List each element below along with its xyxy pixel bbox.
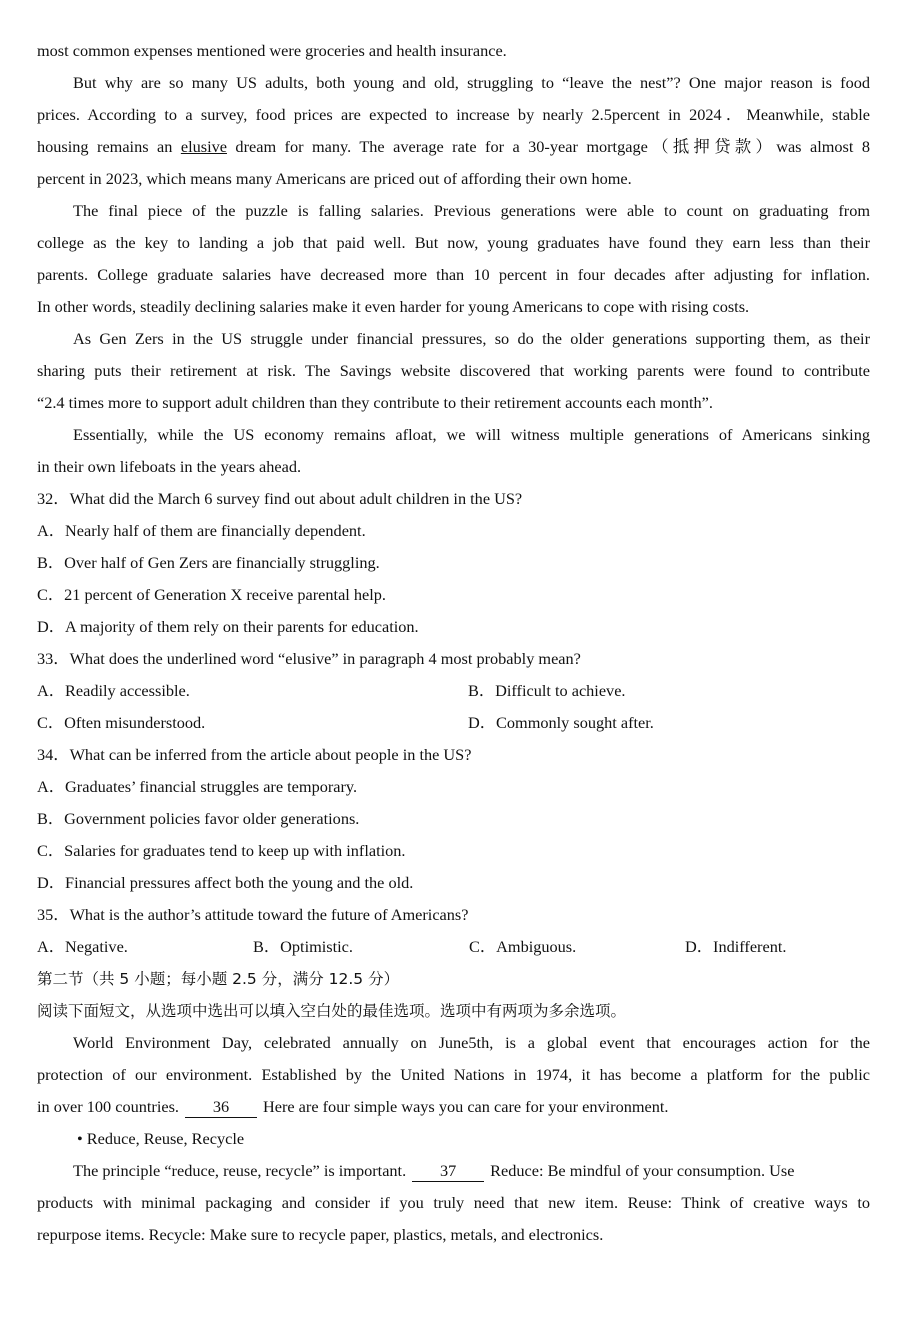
passage-line: prices. According to a survey, food prices are expected to increase by nearly 2.5percent in 2024．Meanwhile, stable [37, 105, 870, 124]
passage-line: “2.4 times more to support adult children than they contribute to their retirement accounts each month”. [37, 393, 713, 412]
passage-line: protection of our environment. Established by the United Nations in 1974, it has become a platform for the public [37, 1065, 870, 1084]
passage-line: But why are so many US adults, both young and old, struggling to “leave the nest”? One major reason is food [73, 73, 870, 92]
passage-line [37, 1091, 870, 1123]
passage-line: college as the key to landing a job that paid well. But now, young graduates have found they earn less than their [37, 233, 870, 252]
passage-line: parents. College graduate salaries have decreased more than 10 percent in four decades after adjusting for inflation. [37, 265, 870, 284]
passage-text: in over 100 countries. [37, 1097, 179, 1116]
question-option: D．Indifferent. [685, 937, 787, 956]
section-heading: 第二节（共 5 小题；每小题 2.5 分，满分 12.5 分） [37, 970, 400, 988]
passage-line: repurpose items. Recycle: Make sure to recycle paper, plastics, metals, and electronics. [37, 1225, 604, 1244]
passage-text: housing remains an [37, 137, 181, 156]
passage-line: percent in 2023, which means many Americans are priced out of affording their own home. [37, 169, 632, 188]
passage-line: sharing puts their retirement at risk. The Savings website discovered that working parents were found to contribute [37, 361, 870, 380]
question-option: C．21 percent of Generation X receive parental help. [37, 585, 386, 604]
passage-line: World Environment Day, celebrated annually on June5th, is a global event that encourages action for the [73, 1033, 870, 1052]
question-option: B．Optimistic. [253, 937, 353, 956]
question-option: A．Negative. [37, 937, 128, 956]
passage-line: As Gen Zers in the US struggle under financial pressures, so do the older generations supporting them, as their [73, 329, 870, 348]
question-option: B．Difficult to achieve. [468, 681, 626, 700]
question-option: D．Financial pressures affect both the young and the old. [37, 873, 414, 892]
question-stem: 32．What did the March 6 survey find out about adult children in the US? [37, 489, 523, 508]
question-option: A．Graduates’ financial struggles are temporary. [37, 777, 358, 796]
passage-text: Here are four simple ways you can care for your environment. [262, 1097, 669, 1116]
passage-line: most common expenses mentioned were groceries and health insurance. [37, 41, 507, 60]
blank-37: 37 [412, 1161, 484, 1182]
option-row [37, 931, 870, 963]
question-stem: 34．What can be inferred from the article about people in the US? [37, 745, 472, 764]
question-option: C．Often misunderstood. [37, 713, 206, 732]
question-option: A．Readily accessible. [37, 681, 190, 700]
passage-line: In other words, steadily declining salaries make it even harder for young Americans to cope with rising costs. [37, 297, 750, 316]
passage-text: dream for many. The average rate for a 30-year mortgage（抵押贷款）was almost 8 [226, 137, 870, 156]
exam-page [37, 35, 870, 1251]
option-row [37, 675, 870, 707]
passage-line [37, 131, 870, 163]
bullet-heading: • Reduce, Reuse, Recycle [77, 1129, 245, 1148]
passage-text: Reduce: Be mindful of your consumption. Use [490, 1161, 795, 1180]
passage-text: The principle “reduce, reuse, recycle” is important. [73, 1161, 407, 1180]
passage-line: products with minimal packaging and consider if you truly need that new item. Reuse: Think of creative ways to [37, 1193, 870, 1212]
question-option: C．Salaries for graduates tend to keep up with inflation. [37, 841, 406, 860]
underlined-word: elusive [180, 137, 227, 156]
section-instruction: 阅读下面短文，从选项中选出可以填入空白处的最佳选项。选项中有两项为多余选项。 [37, 1002, 627, 1020]
question-option: C．Ambiguous. [469, 937, 577, 956]
passage-line: The final piece of the puzzle is falling salaries. Previous generations were able to count on graduating from [73, 201, 870, 220]
question-option: D．A majority of them rely on their parents for education. [37, 617, 419, 636]
blank-36: 36 [185, 1097, 257, 1118]
question-option: A．Nearly half of them are financially dependent. [37, 521, 366, 540]
passage-line: in their own lifeboats in the years ahead. [37, 457, 302, 476]
question-option: B．Government policies favor older generations. [37, 809, 360, 828]
passage-line [37, 1155, 870, 1187]
question-stem: 35．What is the author’s attitude toward the future of Americans? [37, 905, 469, 924]
question-option: D．Commonly sought after. [468, 713, 654, 732]
question-stem: 33．What does the underlined word “elusive” in paragraph 4 most probably mean? [37, 649, 581, 668]
question-option: B．Over half of Gen Zers are financially struggling. [37, 553, 380, 572]
option-row [37, 707, 870, 739]
passage-line: Essentially, while the US economy remains afloat, we will witness multiple generations of Americans sinking [73, 425, 870, 444]
